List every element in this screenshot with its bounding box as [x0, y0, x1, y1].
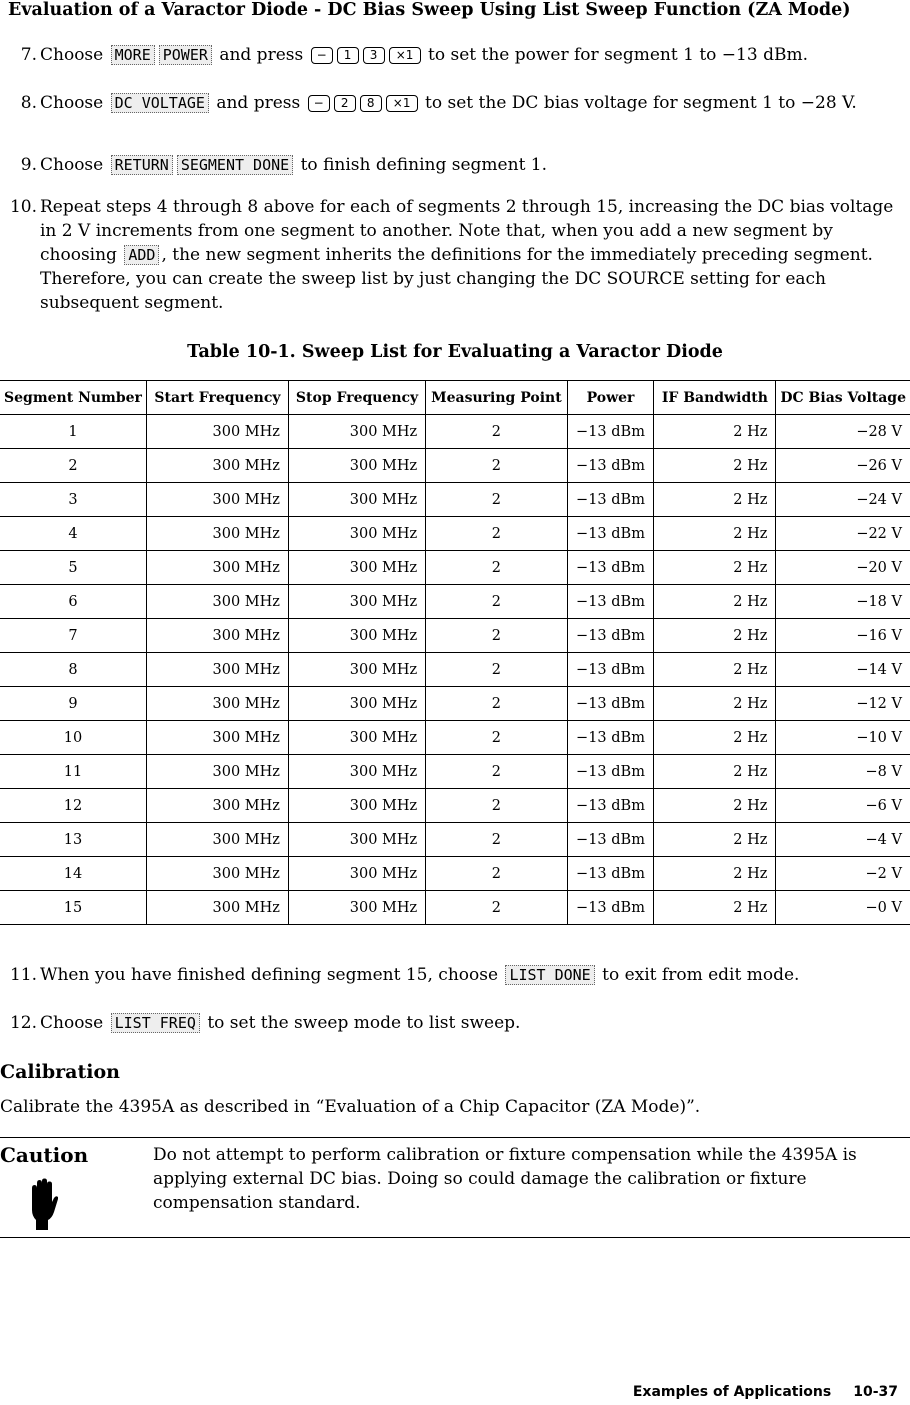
column-header: Stop Frequency: [288, 381, 425, 415]
table-cell: 3: [0, 483, 146, 517]
hardkey-minus: −: [308, 95, 330, 112]
table-cell: 1: [0, 415, 146, 449]
step-text: [40, 91, 900, 115]
table-cell: 300 MHz: [288, 721, 425, 755]
table-cell: 300 MHz: [288, 415, 425, 449]
table-cell: 300 MHz: [288, 517, 425, 551]
table-cell: 2 Hz: [654, 619, 776, 653]
caution-top-rule: [0, 1137, 910, 1138]
table-cell: 10: [0, 721, 146, 755]
table-cell: 300 MHz: [146, 517, 288, 551]
softkey-more: MORE: [111, 45, 155, 65]
table-row: [0, 415, 910, 449]
table-cell: 300 MHz: [288, 687, 425, 721]
table-cell: 300 MHz: [288, 755, 425, 789]
table-cell: 300 MHz: [288, 789, 425, 823]
table-row: [0, 721, 910, 755]
table-cell: 2: [426, 687, 567, 721]
table-cell: 300 MHz: [146, 619, 288, 653]
table-cell: −13 dBm: [567, 891, 654, 925]
table-cell: 2 Hz: [654, 449, 776, 483]
table-cell: 300 MHz: [146, 483, 288, 517]
table-cell: 2: [426, 551, 567, 585]
table-cell: −13 dBm: [567, 585, 654, 619]
table-cell: 14: [0, 857, 146, 891]
hardkey-1: 1: [337, 47, 359, 64]
step-text-part: to set the DC bias voltage for segment 1 to −28 V.: [425, 93, 857, 113]
column-header: IF Bandwidth: [654, 381, 776, 415]
table-cell: 2 Hz: [654, 857, 776, 891]
softkey-power: POWER: [159, 45, 212, 65]
step-text-part: to finish defining segment 1.: [300, 155, 548, 175]
column-header: Measuring Point: [426, 381, 567, 415]
table-cell: 300 MHz: [146, 891, 288, 925]
table-cell: 2 Hz: [654, 891, 776, 925]
table-cell: 2: [426, 721, 567, 755]
table-body: [0, 415, 910, 925]
table-cell: −26 V: [776, 449, 910, 483]
hardkey-3: 3: [363, 47, 385, 64]
table-cell: 2 Hz: [654, 789, 776, 823]
hardkey-minus: −: [311, 47, 333, 64]
table-cell: −8 V: [776, 755, 910, 789]
sweep-list-table: [0, 380, 910, 925]
table-cell: 300 MHz: [288, 891, 425, 925]
table-cell: 2 Hz: [654, 551, 776, 585]
table-row: [0, 823, 910, 857]
table-row: [0, 755, 910, 789]
table-cell: 2 Hz: [654, 517, 776, 551]
table-cell: 2: [426, 517, 567, 551]
table-cell: 8: [0, 653, 146, 687]
table-cell: 300 MHz: [288, 449, 425, 483]
table-cell: 2: [426, 449, 567, 483]
table-cell: 2 Hz: [654, 585, 776, 619]
table-cell: −13 dBm: [567, 789, 654, 823]
table-cell: 2 Hz: [654, 721, 776, 755]
table-cell: 300 MHz: [288, 551, 425, 585]
softkey-list-freq: LIST FREQ: [111, 1013, 200, 1033]
table-cell: 300 MHz: [146, 687, 288, 721]
softkey-dc-voltage: DC VOLTAGE: [111, 93, 209, 113]
table-cell: −13 dBm: [567, 823, 654, 857]
step-number: 8.: [20, 93, 37, 113]
step-text-part: Choose: [40, 155, 104, 175]
table-cell: 2 Hz: [654, 755, 776, 789]
table-cell: 2: [426, 755, 567, 789]
table-cell: −13 dBm: [567, 517, 654, 551]
table-cell: −18 V: [776, 585, 910, 619]
table-cell: 2: [426, 823, 567, 857]
table-cell: 9: [0, 687, 146, 721]
hardkey-8: 8: [360, 95, 382, 112]
table-cell: 300 MHz: [288, 857, 425, 891]
table-cell: −13 dBm: [567, 857, 654, 891]
table-row: [0, 619, 910, 653]
column-header: Power: [567, 381, 654, 415]
table-cell: 300 MHz: [146, 415, 288, 449]
step-text-part: Choose: [40, 45, 104, 65]
table-cell: 2: [426, 653, 567, 687]
table-cell: −20 V: [776, 551, 910, 585]
step-number: 9.: [20, 155, 37, 175]
table-cell: 300 MHz: [288, 619, 425, 653]
step-number: 11.: [9, 965, 37, 985]
table-cell: 300 MHz: [146, 585, 288, 619]
table-cell: 2 Hz: [654, 823, 776, 857]
step-text-part: , the new segment inherits the definitions for the immediately preceding segment. Therefore, you can create the sweep list by just changing the DC SOURCE setting for each subsequent segment.: [40, 245, 873, 313]
table-cell: 5: [0, 551, 146, 585]
table-row: [0, 891, 910, 925]
softkey-segment-done: SEGMENT DONE: [177, 155, 293, 175]
table-cell: 2: [426, 891, 567, 925]
page-footer: [633, 1384, 898, 1400]
table-cell: −4 V: [776, 823, 910, 857]
table-cell: 300 MHz: [146, 789, 288, 823]
page-number: 10-37: [853, 1384, 898, 1400]
table-cell: −13 dBm: [567, 687, 654, 721]
step-text: [40, 963, 900, 987]
step-text-part: Choose: [40, 93, 104, 113]
table-cell: 300 MHz: [288, 585, 425, 619]
table-cell: −6 V: [776, 789, 910, 823]
column-header: DC Bias Voltage: [776, 381, 910, 415]
table-cell: 13: [0, 823, 146, 857]
step-number: 10.: [9, 197, 37, 217]
table-caption: Table 10-1. Sweep List for Evaluating a Varactor Diode: [187, 342, 723, 362]
table-row: [0, 517, 910, 551]
step-text-part: and press: [216, 93, 301, 113]
table-cell: 300 MHz: [146, 721, 288, 755]
caution-text: Do not attempt to perform calibration or fixture compensation while the 4395A is applying external DC bias. Doing so could damage the calibration or fixture compensation standard.: [153, 1145, 857, 1213]
table-cell: −13 dBm: [567, 619, 654, 653]
table-cell: 2: [426, 415, 567, 449]
step-text-part: to exit from edit mode.: [602, 965, 800, 985]
table-cell: 300 MHz: [146, 449, 288, 483]
step-text-part: to set the power for segment 1 to −13 dBm.: [428, 45, 808, 65]
table-cell: −10 V: [776, 721, 910, 755]
calibration-paragraph: Calibrate the 4395A as described in “Evaluation of a Chip Capacitor (ZA Mode)”.: [0, 1097, 701, 1117]
table-cell: 2: [426, 857, 567, 891]
column-header: Segment Number: [0, 381, 146, 415]
step-text: [40, 43, 900, 67]
step-text-part: Choose: [40, 1013, 104, 1033]
softkey-return: RETURN: [111, 155, 173, 175]
table-cell: −13 dBm: [567, 721, 654, 755]
table-cell: 15: [0, 891, 146, 925]
table-cell: 2: [426, 585, 567, 619]
caution-bottom-rule: [0, 1237, 910, 1238]
table-row: [0, 653, 910, 687]
table-cell: 6: [0, 585, 146, 619]
hardkey-x1: ×1: [389, 47, 421, 64]
table-cell: 12: [0, 789, 146, 823]
step-text-part: to set the sweep mode to list sweep.: [207, 1013, 521, 1033]
step-text-part: Repeat steps 4 through 8 above for each of segments 2 through 15, increasing the DC bias voltage in 2 V increments from one segment to another. Note that, when you add a new segment by choosing: [40, 197, 894, 265]
step-text: [40, 195, 900, 315]
table-cell: 2 Hz: [654, 415, 776, 449]
table-cell: −12 V: [776, 687, 910, 721]
table-cell: −13 dBm: [567, 415, 654, 449]
table-cell: −2 V: [776, 857, 910, 891]
table-cell: −0 V: [776, 891, 910, 925]
table-cell: 300 MHz: [288, 483, 425, 517]
caution-label: Caution: [0, 1143, 89, 1167]
table-cell: 2 Hz: [654, 653, 776, 687]
table-cell: 300 MHz: [146, 857, 288, 891]
table-row: [0, 789, 910, 823]
table-cell: −24 V: [776, 483, 910, 517]
table-row: [0, 585, 910, 619]
table-cell: 300 MHz: [146, 823, 288, 857]
table-row: [0, 449, 910, 483]
table-row: [0, 687, 910, 721]
table-cell: 300 MHz: [288, 823, 425, 857]
step-text-part: When you have finished defining segment 15, choose: [40, 965, 499, 985]
softkey-add: ADD: [124, 245, 159, 265]
table-cell: 300 MHz: [288, 653, 425, 687]
table-row: [0, 551, 910, 585]
table-cell: 4: [0, 517, 146, 551]
step-number: 7.: [20, 45, 37, 65]
table-cell: 2: [0, 449, 146, 483]
hardkey-2: 2: [334, 95, 356, 112]
table-row: [0, 483, 910, 517]
page-header-title: Evaluation of a Varactor Diode - DC Bias Sweep Using List Sweep Function (ZA Mode): [8, 0, 851, 20]
section-heading-calibration: Calibration: [0, 1061, 120, 1083]
table-row: [0, 857, 910, 891]
table-header-row: [0, 381, 910, 415]
step-text: [40, 153, 900, 177]
table-cell: 2: [426, 619, 567, 653]
table-cell: 7: [0, 619, 146, 653]
table-cell: 2: [426, 483, 567, 517]
table-cell: 2 Hz: [654, 687, 776, 721]
table-cell: 2 Hz: [654, 483, 776, 517]
hand-stop-icon: [28, 1178, 58, 1235]
table-cell: 300 MHz: [146, 653, 288, 687]
step-number: 12.: [9, 1013, 37, 1033]
step-text-part: and press: [219, 45, 304, 65]
table-cell: −13 dBm: [567, 449, 654, 483]
table-cell: −13 dBm: [567, 653, 654, 687]
hardkey-x1: ×1: [386, 95, 418, 112]
table-cell: −16 V: [776, 619, 910, 653]
table-cell: 2: [426, 789, 567, 823]
table-cell: −28 V: [776, 415, 910, 449]
table-cell: 300 MHz: [146, 551, 288, 585]
softkey-list-done: LIST DONE: [505, 965, 594, 985]
table-cell: 300 MHz: [146, 755, 288, 789]
table-cell: −22 V: [776, 517, 910, 551]
table-cell: −13 dBm: [567, 755, 654, 789]
table-cell: −14 V: [776, 653, 910, 687]
step-text: [40, 1011, 900, 1035]
column-header: Start Frequency: [146, 381, 288, 415]
table-cell: 11: [0, 755, 146, 789]
table-cell: −13 dBm: [567, 483, 654, 517]
table-cell: −13 dBm: [567, 551, 654, 585]
footer-section-title: Examples of Applications: [632, 1384, 832, 1400]
